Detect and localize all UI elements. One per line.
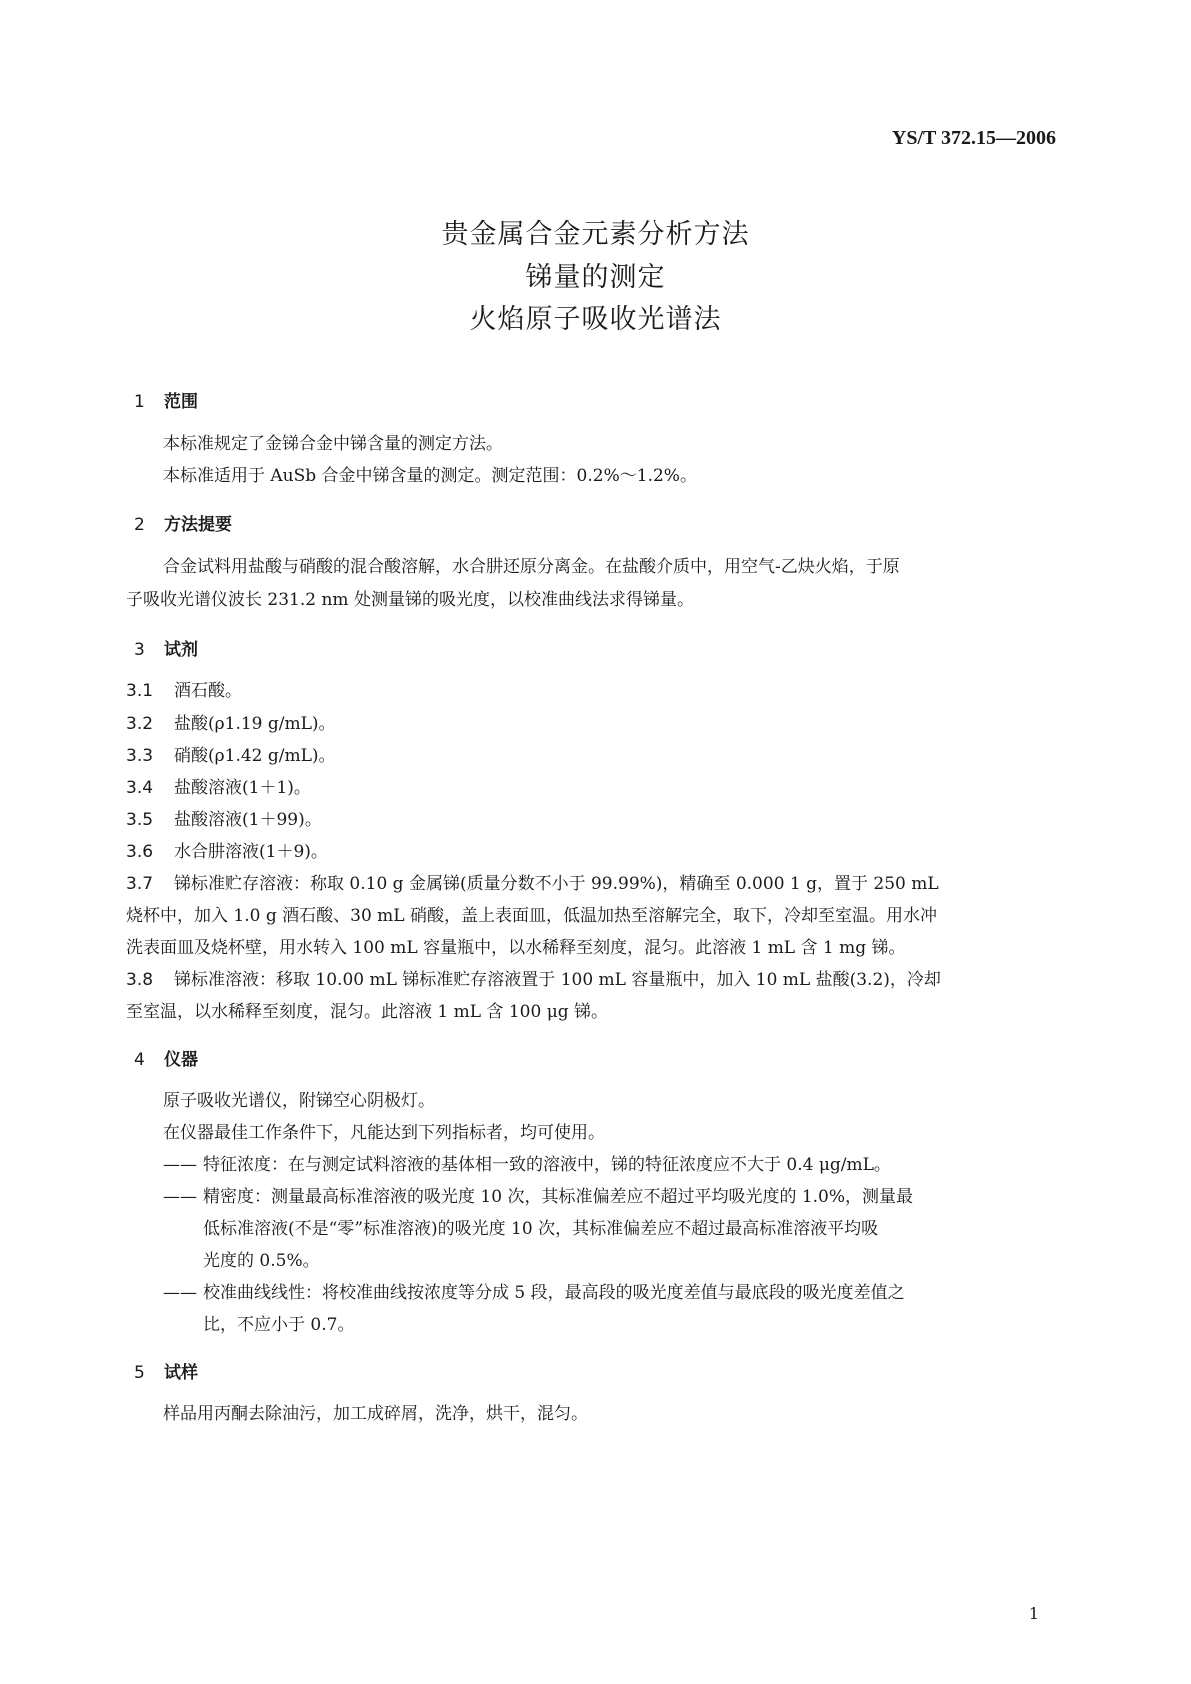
section-2-heading: [134, 510, 232, 535]
item-text: 锑标准贮存溶液：称取 0.10 g 金属锑(质量分数不小于 99.99%)，精确至 0.000 1 g，置于 250 mL: [174, 874, 939, 894]
section-title: 方法提要: [164, 515, 232, 535]
s4-paragraph-2: 在仪器最佳工作条件下，凡能达到下列指标者，均可使用。: [163, 1123, 605, 1143]
s1-paragraph-2: 本标准适用于 AuSb 合金中锑含量的测定。测定范围：0.2%～1.2%。: [163, 466, 697, 486]
item-number: 3.8: [126, 970, 154, 990]
s2-paragraph-line-2: 子吸收光谱仪波长 231.2 nm 处测量锑的吸光度，以校准曲线法求得锑量。: [126, 590, 694, 610]
reagent-item: [126, 675, 242, 707]
page-number: 1: [1028, 1604, 1039, 1623]
section-number: 1: [134, 392, 145, 412]
reagent-item: [126, 740, 336, 772]
item-number: 3.3: [126, 746, 154, 766]
section-4-heading: [134, 1045, 198, 1070]
s4-bullet-1: [163, 1149, 891, 1181]
bullet-dash: ——: [163, 1283, 197, 1303]
item-text: 水合肼溶液(1＋9)。: [174, 842, 328, 862]
s4-bullet-2-line-1: [163, 1181, 913, 1213]
item-number: 3.1: [126, 681, 154, 701]
item-number: 3.5: [126, 810, 154, 830]
reagent-item-3-7-line-3: 洗表面皿及烧杯壁，用水转入 100 mL 容量瓶中，以水稀释至刻度，混匀。此溶液 1 mL 含 1 mg 锑。: [126, 938, 906, 958]
s4-bullet-2-line-3: 光度的 0.5%。: [203, 1251, 320, 1271]
item-text: 盐酸溶液(1＋99)。: [174, 810, 322, 830]
reagent-item: [126, 836, 328, 868]
item-text: 硝酸(ρ1.42 g/mL)。: [174, 746, 336, 766]
title-line-1: 贵金属合金元素分析方法: [441, 219, 750, 250]
section-number: 3: [134, 640, 145, 660]
section-number: 2: [134, 515, 145, 535]
section-title: 范围: [164, 392, 198, 412]
standard-code: YS/T 372.15—2006: [891, 127, 1056, 149]
item-number: 3.4: [126, 778, 154, 798]
s4-paragraph-1: 原子吸收光谱仪，附锑空心阴极灯。: [163, 1091, 435, 1111]
section-title: 试剂: [164, 640, 198, 660]
bullet-dash: ——: [163, 1155, 197, 1175]
reagent-item-3-7-line-1: [126, 868, 939, 900]
bullet-text: 精密度：测量最高标准溶液的吸光度 10 次，其标准偏差应不超过平均吸光度的 1.0%，测量最: [203, 1187, 914, 1207]
s5-paragraph-1: 样品用丙酮去除油污，加工成碎屑，洗净，烘干，混匀。: [163, 1404, 588, 1424]
item-text: 盐酸溶液(1＋1)。: [174, 778, 311, 798]
section-title: 试样: [164, 1363, 198, 1383]
section-number: 4: [134, 1050, 145, 1070]
s4-bullet-2-line-2: 低标准溶液(不是“零”标准溶液)的吸光度 10 次，其标准偏差应不超过最高标准溶液平均吸: [203, 1219, 879, 1239]
item-text: 酒石酸。: [174, 681, 242, 701]
bullet-text: 校准曲线线性：将校准曲线按浓度等分成 5 段，最高段的吸光度差值与最底段的吸光度差值之: [203, 1283, 905, 1303]
item-number: 3.6: [126, 842, 154, 862]
reagent-item-3-8-line-2: 至室温，以水稀释至刻度，混匀。此溶液 1 mL 含 100 μg 锑。: [126, 1002, 609, 1022]
reagent-item: [126, 804, 322, 836]
section-3-heading: [134, 635, 198, 660]
item-text: 锑标准溶液：移取 10.00 mL 锑标准贮存溶液置于 100 mL 容量瓶中，加入 10 mL 盐酸(3.2)，冷却: [174, 970, 941, 990]
s4-bullet-3-line-2: 比，不应小于 0.7。: [203, 1315, 355, 1335]
title-line-3: 火焰原子吸收光谱法: [469, 304, 722, 335]
reagent-item-3-7-line-2: 烧杯中，加入 1.0 g 酒石酸、30 mL 硝酸，盖上表面皿，低温加热至溶解完全，取下，冷却至室温。用水冲: [126, 906, 937, 926]
reagent-item: [126, 772, 311, 804]
bullet-text: 特征浓度：在与测定试料溶液的基体相一致的溶液中，锑的特征浓度应不大于 0.4 μg/mL。: [203, 1155, 891, 1175]
section-5-heading: [134, 1358, 198, 1383]
bullet-dash: ——: [163, 1187, 197, 1207]
s4-bullet-3-line-1: [163, 1277, 905, 1309]
reagent-item-3-8-line-1: [126, 964, 941, 996]
s2-paragraph-line-1: 合金试料用盐酸与硝酸的混合酸溶解，水合肼还原分离金。在盐酸介质中，用空气-乙炔火焰，于原: [163, 557, 900, 577]
item-number: 3.7: [126, 874, 154, 894]
item-number: 3.2: [126, 714, 154, 734]
s1-paragraph-1: 本标准规定了金锑合金中锑含量的测定方法。: [163, 434, 503, 454]
item-text: 盐酸(ρ1.19 g/mL)。: [174, 714, 336, 734]
reagent-item: [126, 708, 336, 740]
section-title: 仪器: [164, 1050, 198, 1070]
section-1-heading: [134, 387, 198, 412]
section-number: 5: [134, 1363, 145, 1383]
title-line-2: 锑量的测定: [525, 262, 666, 293]
